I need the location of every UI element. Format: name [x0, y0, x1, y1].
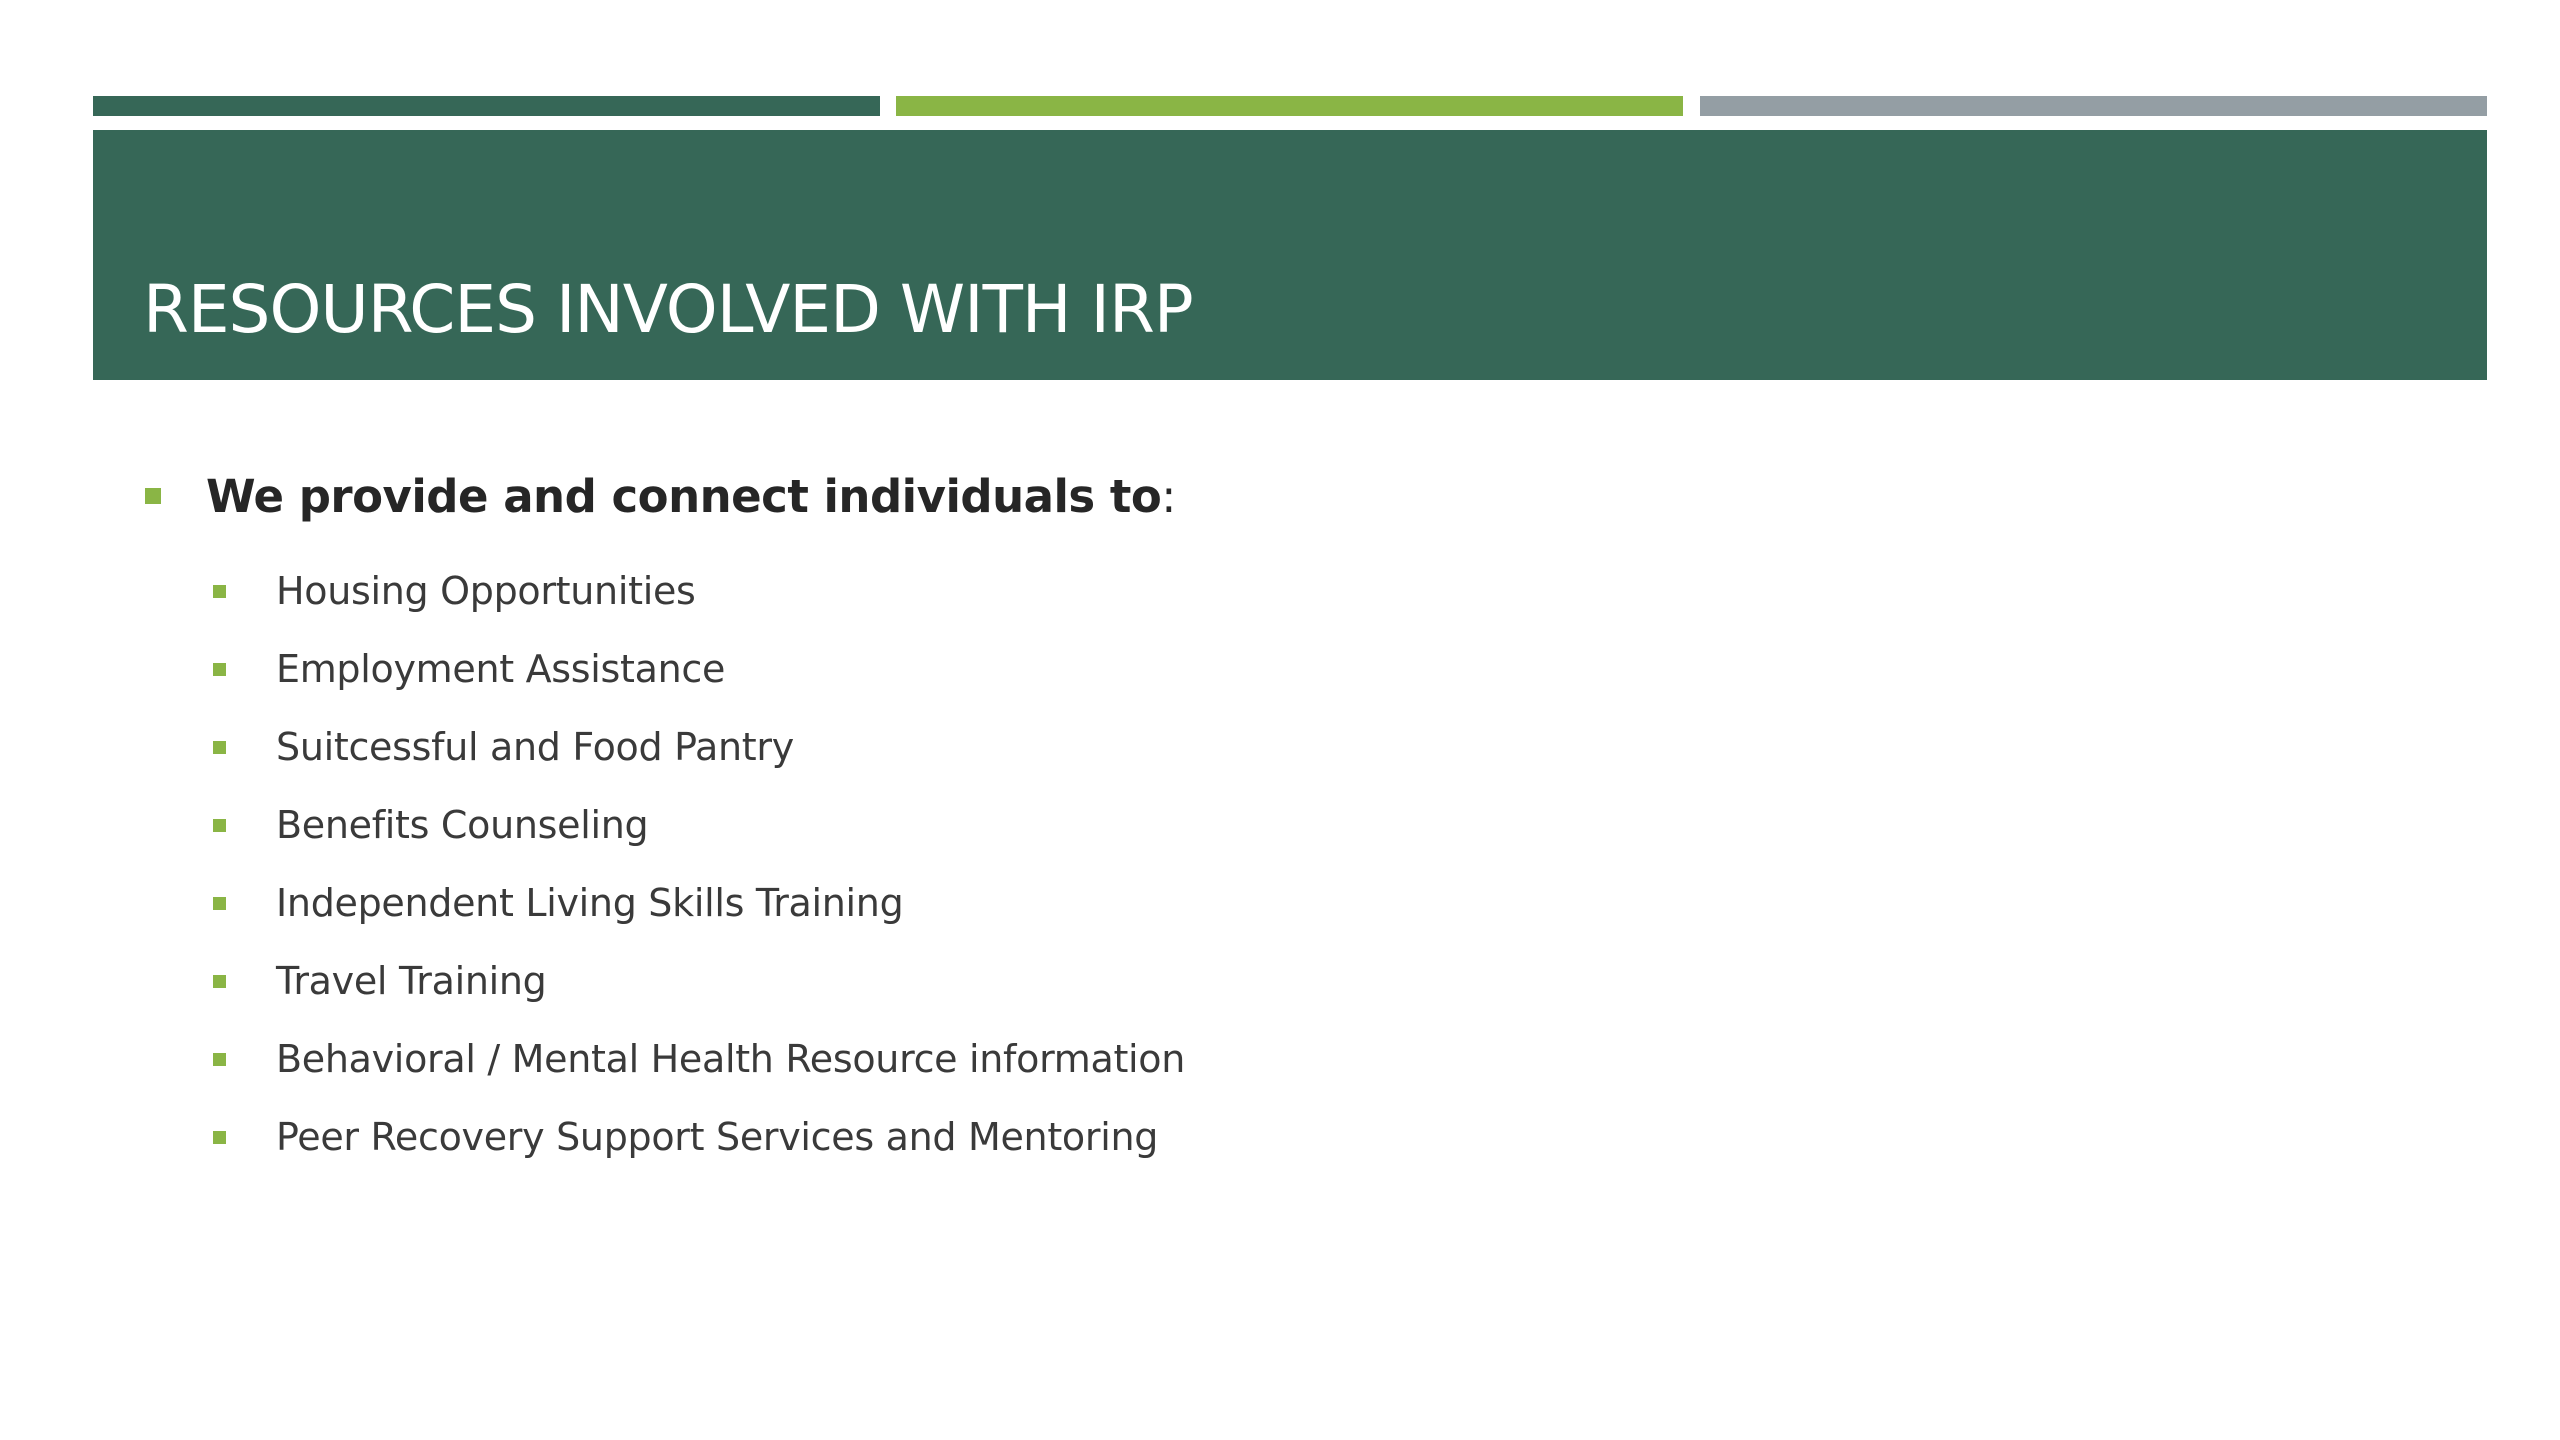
lead-bullet-item: [145, 466, 1176, 526]
square-bullet-icon: [213, 897, 226, 910]
list-item: [213, 942, 1185, 1020]
list-item-text: Housing Opportunities: [276, 569, 696, 613]
list-item: [213, 864, 1185, 942]
list-item: [213, 1020, 1185, 1098]
list-item-text: Independent Living Skills Training: [276, 881, 904, 925]
lead-text: [206, 470, 1176, 523]
square-bullet-icon: [213, 819, 226, 832]
list-item-text: Peer Recovery Support Services and Mentoring: [276, 1115, 1159, 1159]
list-item-text: Travel Training: [276, 959, 547, 1003]
lead-text-suffix: :: [1161, 469, 1176, 523]
square-bullet-icon: [213, 663, 226, 676]
square-bullet-icon: [213, 1053, 226, 1066]
square-bullet-icon: [145, 488, 161, 504]
list-item-text: Suitcessful and Food Pantry: [276, 725, 794, 769]
list-item: [213, 630, 1185, 708]
square-bullet-icon: [213, 585, 226, 598]
list-item-text: Benefits Counseling: [276, 803, 649, 847]
slide-title: RESOURCES INVOLVED WITH IRP: [143, 271, 1193, 348]
list-item-text: Employment Assistance: [276, 647, 726, 691]
lead-text-bold: We provide and connect individuals to: [206, 469, 1162, 523]
list-item-text: Behavioral / Mental Health Resource information: [276, 1037, 1186, 1081]
square-bullet-icon: [213, 1131, 226, 1144]
resource-list: [213, 552, 1185, 1176]
square-bullet-icon: [213, 975, 226, 988]
list-item: [213, 1098, 1185, 1176]
list-item: [213, 708, 1185, 786]
square-bullet-icon: [213, 741, 226, 754]
list-item: [213, 786, 1185, 864]
list-item: [213, 552, 1185, 630]
